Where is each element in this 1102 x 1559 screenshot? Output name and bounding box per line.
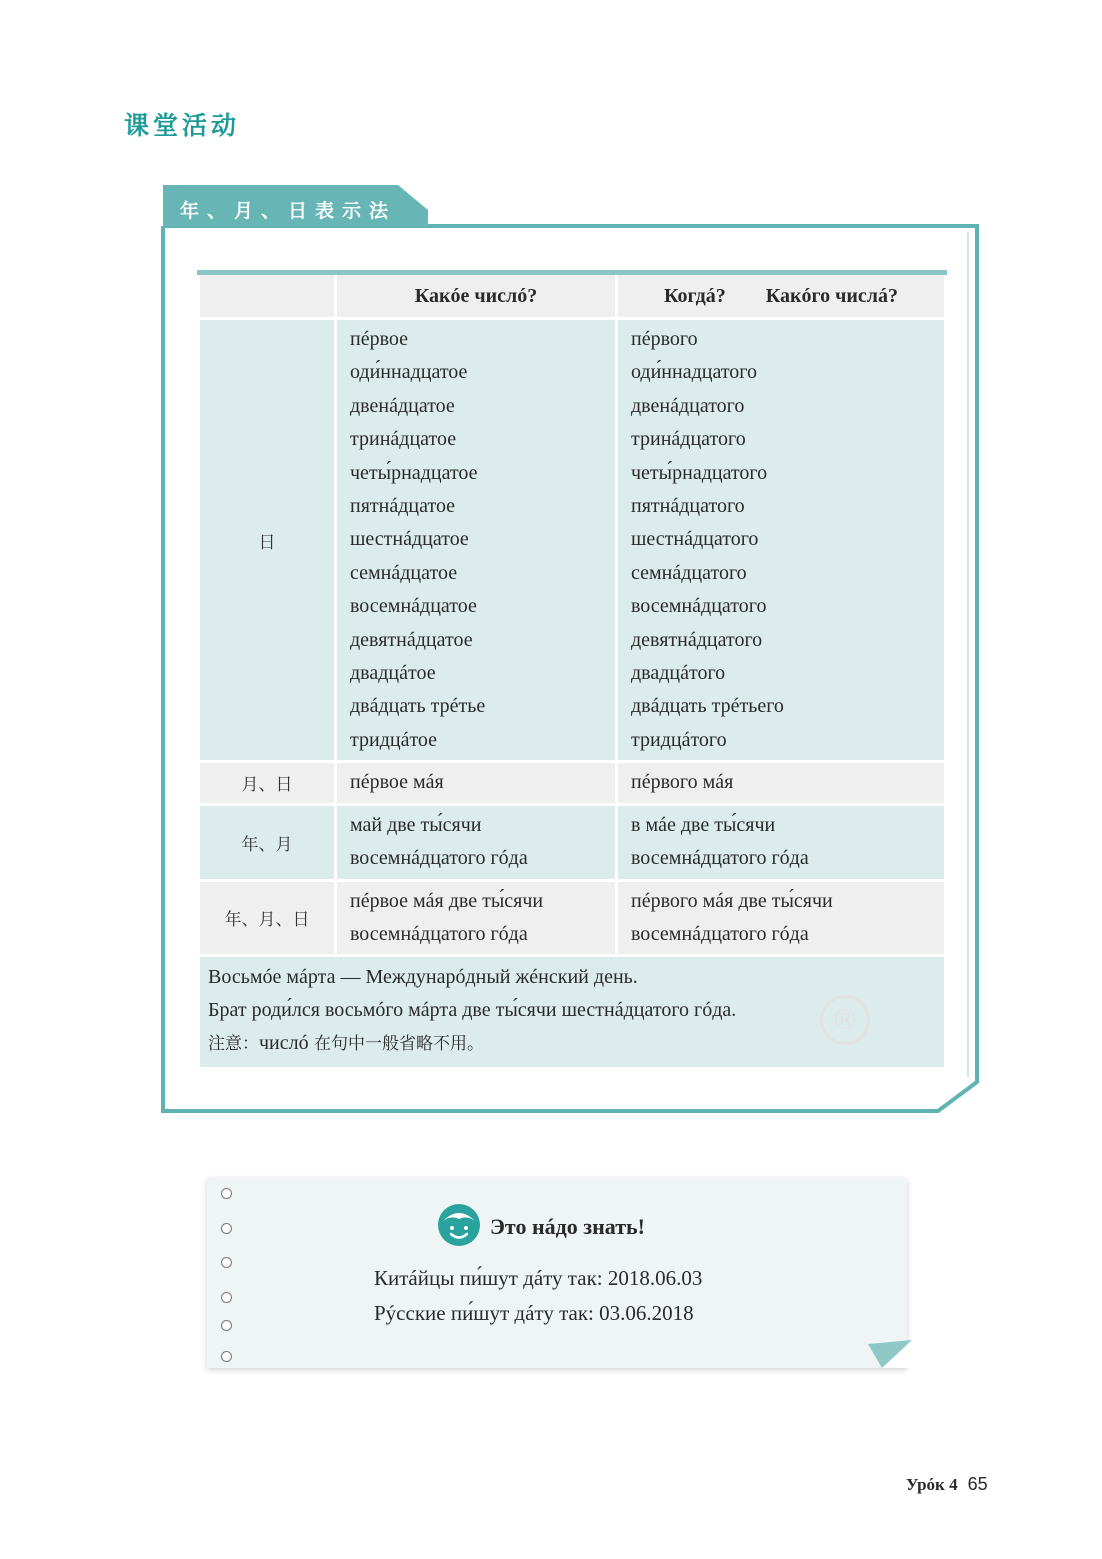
note-prefix: 注意： (208, 1034, 259, 1055)
list-item: пятнáдцатое (350, 495, 456, 518)
example-sentence: Брат роди́лся восьмóго мáрта две ты́сячи шестнáдцатого гóда. (208, 999, 737, 1022)
list-item: шестнáдцатого (631, 528, 759, 551)
list-item: восемнáдцатого (631, 595, 767, 618)
card-text-line: Рýсские пи́шут дáту так: 03.06.2018 (374, 1301, 694, 1325)
tab-title: 年、月、日表示法 (180, 200, 397, 222)
genitive-cell (617, 880, 946, 956)
header-when-b: Какóго числá? (765, 284, 898, 307)
nominative-cell (336, 880, 617, 956)
date-format-table (197, 270, 947, 1070)
table-row-day (199, 319, 946, 762)
registered-watermark-icon: ® (820, 995, 870, 1045)
nominative-cell (336, 319, 617, 762)
row-label: 日 (199, 319, 336, 762)
list-item: двенáдцатого (631, 394, 745, 417)
list-item: четы́рнадцатое (350, 461, 478, 484)
nominative-cell (336, 804, 617, 880)
binder-ring-icon (221, 1292, 232, 1303)
list-item: двадцáтого (631, 662, 726, 685)
list-item: оди́ннадцатое (350, 361, 468, 384)
nominative-cell (336, 762, 617, 804)
list-item: четы́рнадцатого (631, 461, 768, 484)
list-item: восемнáдцатое (350, 595, 477, 618)
row-label: 月、日 (199, 762, 336, 804)
genitive-cell (617, 762, 946, 804)
list-item: девятнáдцатое (350, 628, 473, 651)
list-item: семнáдцатого (631, 561, 747, 584)
row-label: 年、月、日 (199, 880, 336, 956)
header-when-a: Когдá? (664, 284, 726, 307)
table-row-month-day (199, 762, 946, 804)
list-item: восемнáдцатого гóда (631, 847, 809, 870)
list-item: двáдцать трéтьего (631, 695, 784, 718)
list-item: тринáдцатого (631, 428, 746, 451)
section-title: 课堂活动 (124, 111, 241, 140)
binder-ring-icon (221, 1257, 232, 1268)
list-item: тридцáтое (350, 728, 438, 751)
binder-ring-icon (221, 1223, 232, 1234)
lesson-label: Урóк 4 (906, 1475, 958, 1494)
header-empty-cell (199, 273, 336, 319)
list-item: пéрвое (350, 328, 409, 350)
card-text-line: Китáйцы пи́шут дáту так: 2018.06.03 (374, 1266, 703, 1290)
binder-ring-icon (221, 1320, 232, 1331)
page-number: 65 (967, 1474, 988, 1494)
list-item: тринáдцатое (350, 428, 457, 451)
table-header-row (199, 273, 946, 319)
page-fold-icon (862, 1330, 912, 1368)
list-item: оди́ннадцатого (631, 361, 758, 384)
list-item: двáдцать трéтье (350, 695, 486, 718)
smiling-face-icon (437, 1203, 481, 1247)
list-item: двенáдцатое (350, 394, 455, 417)
example-sentence: Восьмóе мáрта — Междунарóдный жéнский день. (208, 966, 638, 989)
note-suffix: 在句中一般省略不用。 (308, 1034, 485, 1055)
list-item: пéрвого (631, 328, 698, 350)
header-when (617, 273, 946, 319)
binder-ring-icon (221, 1188, 232, 1199)
list-item: пéрвого мáя (631, 771, 734, 794)
table-row-year-month-day (199, 880, 946, 956)
list-item: двадцáтое (350, 662, 436, 685)
row-label: 年、月 (199, 804, 336, 880)
list-item: пятнáдцатого (631, 495, 745, 518)
list-item: пéрвого мáя две ты́сячи (631, 889, 833, 912)
genitive-cell (617, 804, 946, 880)
info-card (207, 1178, 907, 1368)
note-word: числó (259, 1032, 309, 1055)
list-item: восемнáдцатого гóда (350, 847, 528, 870)
list-item: пéрвое мáя две ты́сячи (350, 889, 544, 912)
list-item: пéрвое мáя (350, 771, 444, 794)
list-item: восемнáдцатого гóда (631, 922, 809, 945)
header-what-date: Какóе числó? (336, 273, 617, 319)
list-item: май две ты́сячи (350, 813, 482, 836)
table-row-year-month (199, 804, 946, 880)
list-item: восемнáдцатого гóда (350, 922, 528, 945)
list-item: тридцáтого (631, 728, 727, 751)
list-item: девятнáдцатого (631, 628, 763, 651)
list-item: шестнáдцатое (350, 528, 469, 551)
binder-ring-icon (221, 1351, 232, 1362)
list-item: в мáе две ты́сячи (631, 813, 776, 836)
card-title: Это нáдо знать! (490, 1214, 645, 1239)
genitive-cell (617, 319, 946, 762)
page-footer (906, 1474, 988, 1495)
list-item: семнáдцатое (350, 561, 458, 584)
